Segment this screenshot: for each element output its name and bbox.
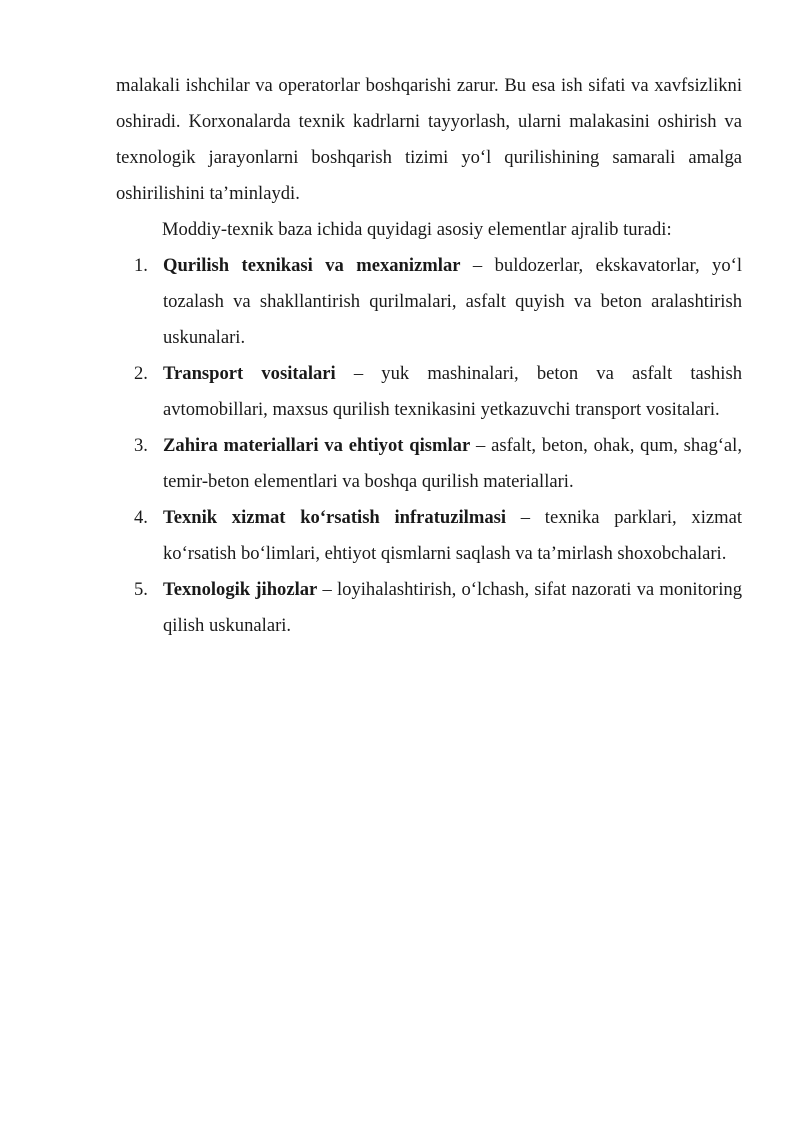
list-item-description: – yuk mashinalari, beton va asfalt tashish avtomobillari, maxsus qurilish texnikasini yetkazuvchi transport vositalari. xyxy=(163,363,743,420)
list-item-term: Qurilish texnikasi va mexanizmlar xyxy=(163,255,461,276)
list-item xyxy=(116,428,742,500)
document-page xyxy=(116,68,742,644)
list-item-number: 3. xyxy=(134,435,148,456)
list-item-number: 1. xyxy=(134,255,148,276)
list-item-term: Zahira materiallari va ehtiyot qismlar xyxy=(163,435,471,456)
list-item-number: 4. xyxy=(134,507,148,528)
list-item xyxy=(116,500,742,572)
list-item-number: 5. xyxy=(134,579,148,600)
paragraph-intro: Moddiy-texnik baza ichida quyidagi asosiy elementlar ajralib turadi: xyxy=(162,219,672,240)
list-item-term: Texnologik jihozlar xyxy=(163,579,318,600)
elements-list xyxy=(116,248,742,644)
paragraph-continuation: malakali ishchilar va operatorlar boshqarishi zarur. Bu esa ish sifati va xavfsizlikni oshiradi. Korxonalarda texnik kadrlarni tayyorlash, ularni malakasini oshirish va texnologik jarayonlarni boshqarish tizimi yo‘l qurilishining samarali amalga oshirilishini ta’minlaydi. xyxy=(116,75,742,204)
list-item-number: 2. xyxy=(134,363,148,384)
list-item-description: – texnika parklari, xizmat ko‘rsatish bo‘limlari, ehtiyot qismlarni saqlash va ta’mirlash shoxobchalari. xyxy=(163,507,742,564)
list-item xyxy=(116,248,742,356)
list-item-term: Transport vositalari xyxy=(163,363,336,384)
list-item xyxy=(116,356,742,428)
list-item-term: Texnik xizmat ko‘rsatish infratuzilmasi xyxy=(163,507,507,528)
list-item xyxy=(116,572,742,644)
list-item-description: – loyihalashtirish, o‘lchash, sifat nazorati va monitoring qilish uskunalari. xyxy=(163,579,742,636)
list-item-description: – asfalt, beton, ohak, qum, shag‘al, temir-beton elementlari va boshqa qurilish materiallari. xyxy=(163,435,742,492)
list-item-description: – buldozerlar, ekskavatorlar, yo‘l tozalash va shakllantirish qurilmalari, asfalt quyish va beton aralashtirish uskunalari. xyxy=(163,255,742,348)
